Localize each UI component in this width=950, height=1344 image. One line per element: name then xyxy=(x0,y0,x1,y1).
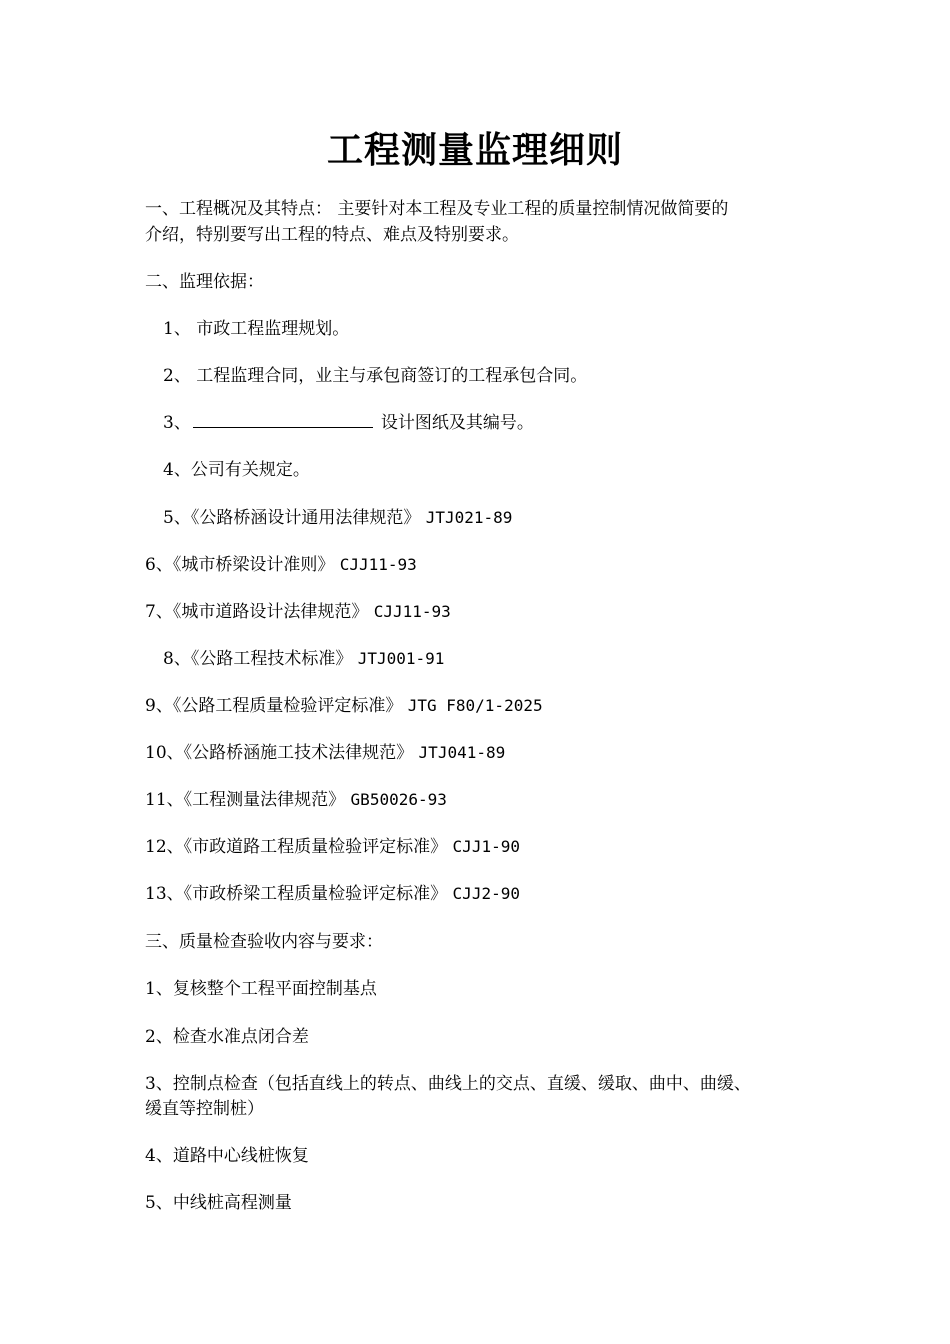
basis-item-12 xyxy=(145,835,835,859)
item-number: 1、 xyxy=(163,319,191,339)
item-text: 《公路桥涵设计通用法律规范》 xyxy=(190,508,421,528)
fill-in-blank xyxy=(193,413,373,428)
item-number: 13、 xyxy=(145,884,184,904)
basis-item-6 xyxy=(145,553,835,577)
item-number: 10、 xyxy=(145,743,184,763)
item-number: 5、 xyxy=(163,508,191,528)
item-number: 3、 xyxy=(163,413,191,433)
basis-item-2 xyxy=(163,364,853,388)
item-text: 《城市道路设计法律规范》 xyxy=(172,602,369,622)
item-code: CJJ11-93 xyxy=(373,602,451,621)
check-item-5: 5、中线桩高程测量 xyxy=(145,1193,292,1213)
basis-item-7 xyxy=(145,600,835,624)
item-text: 《工程测量法律规范》 xyxy=(183,790,346,810)
item-code: GB50026-93 xyxy=(350,790,447,809)
item-text: 《城市桥梁设计准则》 xyxy=(172,555,335,575)
check-item-1: 1、复核整个工程平面控制基点 xyxy=(145,979,377,999)
item-number: 9、 xyxy=(145,696,173,716)
item-code: JTJ041-89 xyxy=(418,743,506,762)
item-number: 12、 xyxy=(145,837,184,857)
item-code: CJJ11-93 xyxy=(339,555,417,574)
basis-item-11 xyxy=(145,788,835,812)
item-code: CJJ1-90 xyxy=(452,837,520,856)
item-text: 《公路桥涵施工技术法律规范》 xyxy=(183,743,414,763)
item-text: 《公路工程质量检验评定标准》 xyxy=(172,696,403,716)
check-item-3-cont: 缓直等控制桩） xyxy=(145,1099,264,1119)
section1-heading: 一、工程概况及其特点： xyxy=(145,199,332,219)
section3-heading: 三、质量检查验收内容与要求： xyxy=(145,932,383,952)
item-text: 设计图纸及其编号。 xyxy=(380,413,534,433)
item-text: 工程监理合同，业主与承包商签订的工程承包合同。 xyxy=(196,366,588,386)
section1-line1 xyxy=(145,197,835,221)
section1-line2: 介绍，特别要写出工程的特点、难点及特别要求。 xyxy=(145,225,519,245)
item-code: JTG F80/1-2025 xyxy=(407,696,543,715)
item-number: 8、 xyxy=(163,649,191,669)
basis-item-5 xyxy=(163,506,853,530)
item-number: 2、 xyxy=(163,366,191,386)
item-code: JTJ021-89 xyxy=(425,508,513,527)
item-number: 7、 xyxy=(145,602,173,622)
basis-item-10 xyxy=(145,741,835,765)
page-title: 工程测量监理细则 xyxy=(326,129,623,171)
item-number: 11、 xyxy=(145,790,184,810)
check-item-4: 4、道路中心线桩恢复 xyxy=(145,1146,309,1166)
check-item-2: 2、检查水准点闭合差 xyxy=(145,1027,309,1047)
basis-item-8 xyxy=(163,647,853,671)
item-text: 市政工程监理规划。 xyxy=(196,319,350,339)
item-number: 6、 xyxy=(145,555,173,575)
item-code: JTJ001-91 xyxy=(357,649,445,668)
item-code: CJJ2-90 xyxy=(452,884,520,903)
basis-item-3 xyxy=(163,411,853,435)
basis-item-1 xyxy=(163,317,853,341)
basis-item-13 xyxy=(145,882,835,906)
item-text: 《市政桥梁工程质量检验评定标准》 xyxy=(183,884,448,904)
section1-text: 主要针对本工程及专业工程的质量控制情况做简要的 xyxy=(337,199,729,219)
item-text: 《公路工程技术标准》 xyxy=(190,649,353,669)
item-text: 公司有关规定。 xyxy=(190,460,310,480)
check-item-3: 3、控制点检查（包括直线上的转点、曲线上的交点、直缓、缓取、曲中、曲缓、 xyxy=(145,1074,751,1094)
basis-item-4 xyxy=(163,458,853,482)
section2-heading: 二、监理依据： xyxy=(145,272,264,292)
basis-item-9 xyxy=(145,694,835,718)
item-text: 《市政道路工程质量检验评定标准》 xyxy=(183,837,448,857)
item-number: 4、 xyxy=(163,460,191,480)
